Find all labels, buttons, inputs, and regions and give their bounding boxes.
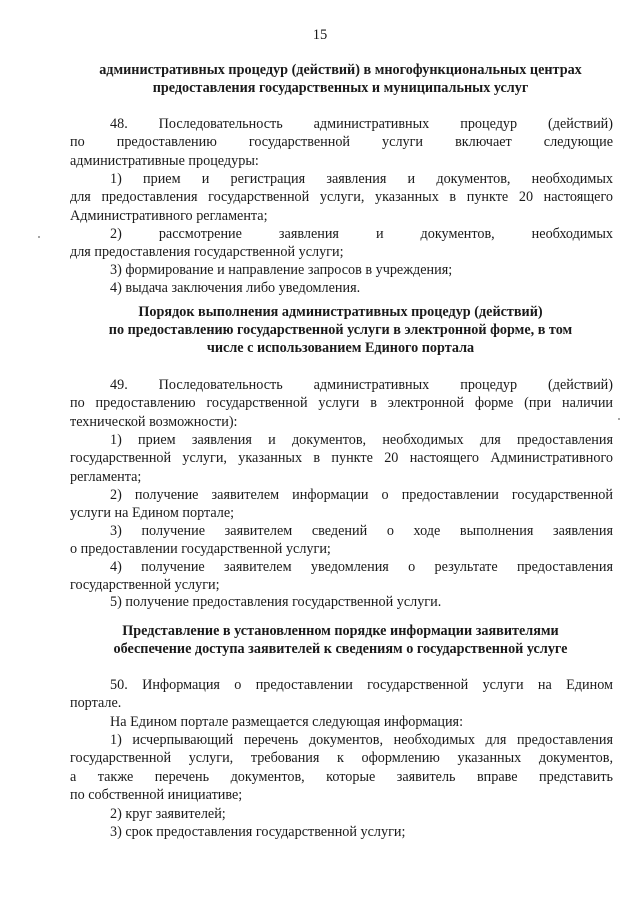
heading-line: по предоставлению государственной услуги в электронной форме, в том	[108, 322, 573, 338]
paragraph-line: государственной услуги, требования к оформлению указанных документов,	[70, 750, 613, 767]
paragraph-line: 1) исчерпывающий перечень документов, необходимых для предоставления	[110, 732, 613, 748]
paragraph	[70, 593, 613, 611]
paragraph-line: 1) прием и регистрация заявления и документов, необходимых	[110, 171, 613, 187]
paragraph-line: 3) получение заявителем сведений о ходе выполнения заявления	[110, 523, 613, 539]
page-number: 15	[312, 27, 328, 43]
paragraph-line: 48. Последовательность административных процедур (действий)	[110, 116, 613, 132]
paragraph-line: регламента;	[70, 468, 142, 485]
section-heading	[68, 303, 613, 357]
paragraph	[70, 225, 613, 262]
paragraph-line: 4) получение заявителем уведомления о результате предоставления	[110, 559, 613, 575]
paragraph-line: 2) получение заявителем информации о предоставлении государственной	[110, 487, 613, 503]
paragraph	[70, 261, 613, 279]
section-heading	[68, 61, 613, 97]
paragraph-line: для предоставления государственной услуги;	[70, 244, 344, 261]
paragraph-line: государственной услуги;	[70, 577, 220, 594]
paragraph	[70, 170, 613, 225]
paragraph	[70, 676, 613, 713]
paragraph-line: по предоставлению государственной услуги в электронной форме (при наличии	[70, 395, 613, 412]
paragraph-line: 2) круг заявителей;	[110, 806, 226, 822]
paragraph-line: 1) прием заявления и документов, необходимых для предоставления	[110, 432, 613, 448]
paragraph-line: для предоставления государственной услуги, указанных в пункте 20 настоящего	[70, 189, 613, 206]
heading-line: числе с использованием Единого портала	[206, 340, 475, 356]
paragraph-line: государственной услуги, указанных в пункте 20 настоящего Административного	[70, 450, 613, 467]
paragraph	[70, 376, 613, 431]
paragraph-line: технической возможности):	[70, 413, 238, 430]
section-heading	[68, 622, 613, 658]
paragraph-line: по предоставлению государственной услуги включает следующие	[70, 134, 613, 151]
paragraph	[70, 431, 613, 486]
paragraph-line: 49. Последовательность административных процедур (действий)	[110, 377, 613, 393]
paragraph	[70, 823, 613, 841]
paragraph-line: услуги на Едином портале;	[70, 505, 235, 522]
heading-line: Представление в установленном порядке информации заявителями	[122, 623, 559, 639]
paragraph-line: по собственной инициативе;	[70, 786, 243, 803]
paragraph	[70, 805, 613, 823]
heading-line: административных процедур (действий) в многофункциональных центрах	[99, 62, 582, 78]
paragraph	[70, 713, 613, 731]
paragraph-line: 3) срок предоставления государственной услуги;	[110, 824, 406, 840]
paragraph-line: портале.	[70, 695, 122, 712]
heading-line: Порядок выполнения административных процедур (действий)	[138, 304, 543, 320]
paragraph-line: 5) получение предоставления государственной услуги.	[110, 594, 442, 610]
paragraph-line: а также перечень документов, которые заявитель вправе представить	[70, 768, 613, 785]
paragraph	[70, 115, 613, 170]
paragraph	[70, 558, 613, 595]
heading-line: обеспечение доступа заявителей к сведениям о государственной услуге	[113, 641, 568, 657]
paragraph-line: административные процедуры:	[70, 152, 259, 169]
paragraph-line: 3) формирование и направление запросов в учреждения;	[110, 262, 453, 278]
paragraph-line: 2) рассмотрение заявления и документов, необходимых	[110, 226, 613, 242]
paragraph	[70, 522, 613, 559]
paragraph	[70, 486, 613, 523]
paragraph-line: На Едином портале размещается следующая информация:	[110, 714, 464, 730]
scan-speck	[618, 418, 620, 420]
paragraph-line: о предоставлении государственной услуги;	[70, 541, 331, 558]
scan-speck	[38, 236, 40, 238]
paragraph-line: 50. Информация о предоставлении государственной услуги на Едином	[110, 677, 613, 693]
paragraph-line: Административного регламента;	[70, 207, 268, 224]
paragraph-line: 4) выдача заключения либо уведомления.	[110, 280, 361, 296]
paragraph	[70, 731, 613, 804]
heading-line: предоставления государственных и муниципальных услуг	[152, 80, 529, 96]
paragraph	[70, 279, 613, 297]
